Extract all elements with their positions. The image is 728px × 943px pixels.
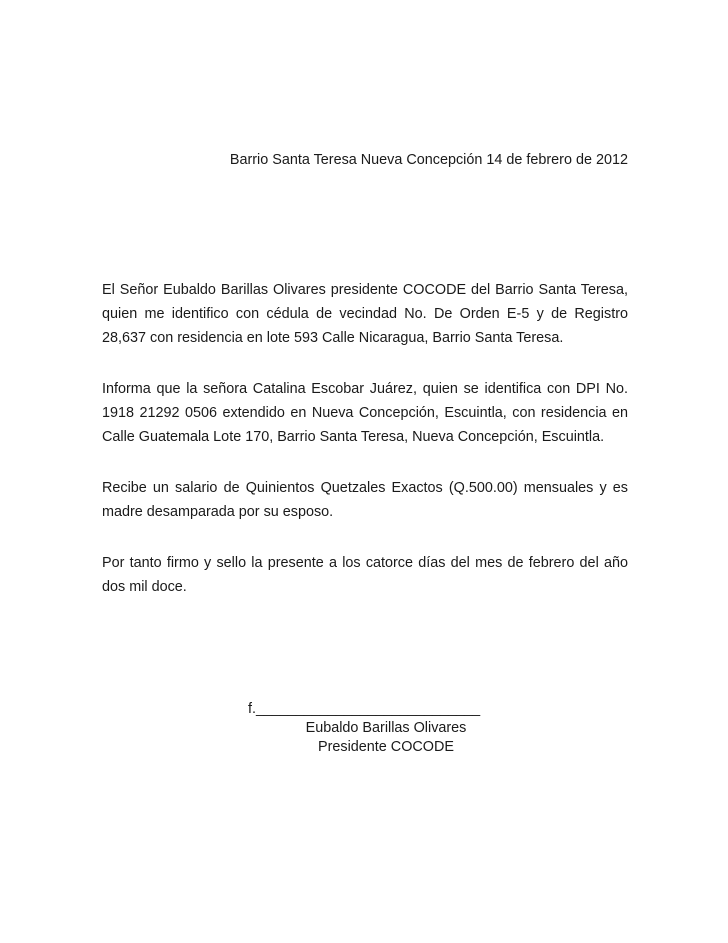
- paragraph-introduction: El Señor Eubaldo Barillas Olivares presidente COCODE del Barrio Santa Teresa, quien me identifico con cédula de vecindad No. De Orden E-5 y de Registro 28,637 con residencia en lote 593 Calle Nicaragua, Barrio Santa Teresa.: [102, 282, 628, 346]
- signature-block: [200, 700, 520, 757]
- paragraph-information: Informa que la señora Catalina Escobar Juárez, quien se identifica con DPI No. 1918 21292 0506 extendido en Nueva Concepción, Escuintla, con residencia en Calle Guatemala Lote 170, Barrio Santa Teresa, Nueva Concepción, Escuintla.: [102, 381, 628, 445]
- signer-title: Presidente COCODE: [318, 739, 454, 755]
- date-line: Barrio Santa Teresa Nueva Concepción 14 de febrero de 2012: [229, 152, 628, 168]
- signer-name: Eubaldo Barillas Olivares: [305, 720, 467, 736]
- letter-body: [102, 278, 628, 626]
- signature-line: f.____________________________: [248, 701, 481, 717]
- paragraph-salary: Recibe un salario de Quinientos Quetzales Exactos (Q.500.00) mensuales y es madre desamparada por su esposo.: [102, 480, 628, 520]
- paragraph-closing: Por tanto firmo y sello la presente a los catorce días del mes de febrero del año dos mil doce.: [102, 555, 628, 595]
